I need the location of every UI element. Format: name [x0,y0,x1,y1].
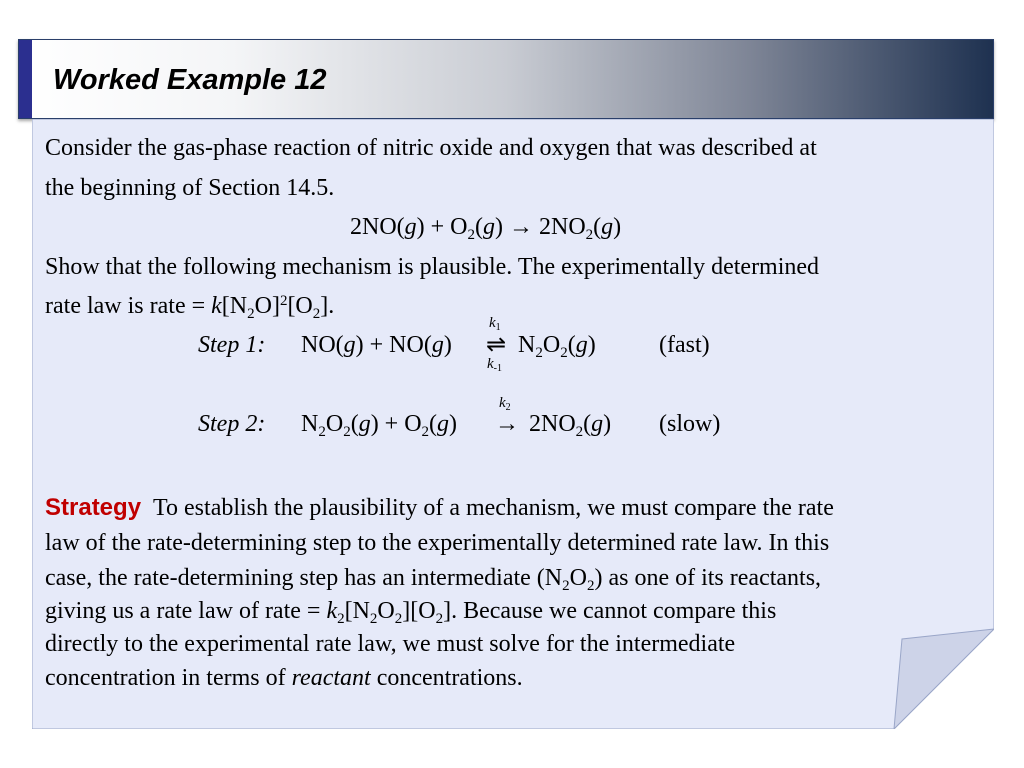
step-2-reactants: $N_2O_2(g) + O_2(g)$ [301,411,458,440]
strategy-line-3: case, the rate-determining step has an intermediate $(N_2O_2)$ as one of its reactants, [45,565,822,594]
k1-label: $k_1$ [489,315,501,333]
equilibrium-arrow: ⇌ [486,332,507,358]
strategy-line-6: concentration in terms of reactant concentrations. [45,665,523,691]
k2-label: $k_2$ [499,395,511,413]
strategy-line-1: Strategy To establish the plausibility of a mechanism, we must compare the rate [45,494,834,521]
step-1-products: $N_2O_2(g)$ [518,332,596,361]
title-accent-bar [19,40,32,118]
strategy-heading: Strategy [45,494,142,521]
page-title: Worked Example 12 [53,64,327,96]
step-2-products: $2NO_2(g)$ [529,411,612,440]
step-1-speed: (fast) [659,332,710,358]
step-1-reactants: NO(g) + NO(g) [301,332,452,358]
title-bar [18,39,994,119]
task-line-1: Show that the following mechanism is plausible. The experimentally determined [45,254,820,280]
strategy-line-2: law of the rate-determining step to the experimentally determined rate law. In this [45,530,830,556]
intro-line-2: the beginning of Section 14.5. [45,175,335,201]
strategy-line-4: giving us a rate law of rate = $k_2[N_2O_2][O_2]$. Because we cannot compare this [45,598,777,627]
strategy-line-5: directly to the experimental rate law, we must solve for the intermediate [45,631,736,657]
step-2-speed: (slow) [659,411,721,437]
step-1-label: Step 1: [198,332,266,358]
rate-law-line: rate law is rate = $k[N_2O]^2[O_2]$. [45,293,335,322]
overall-reaction: $2NO(g) + O_2(g) \to 2NO_2(g)$ [350,214,622,243]
k-minus-1-label: $k_{-1}$ [487,356,503,374]
reaction-arrow: → [495,411,519,437]
page-curl [894,629,994,729]
step-2-label: Step 2: [198,411,266,437]
intro-line-1: Consider the gas-phase reaction of nitric oxide and oxygen that was described at [45,135,817,161]
